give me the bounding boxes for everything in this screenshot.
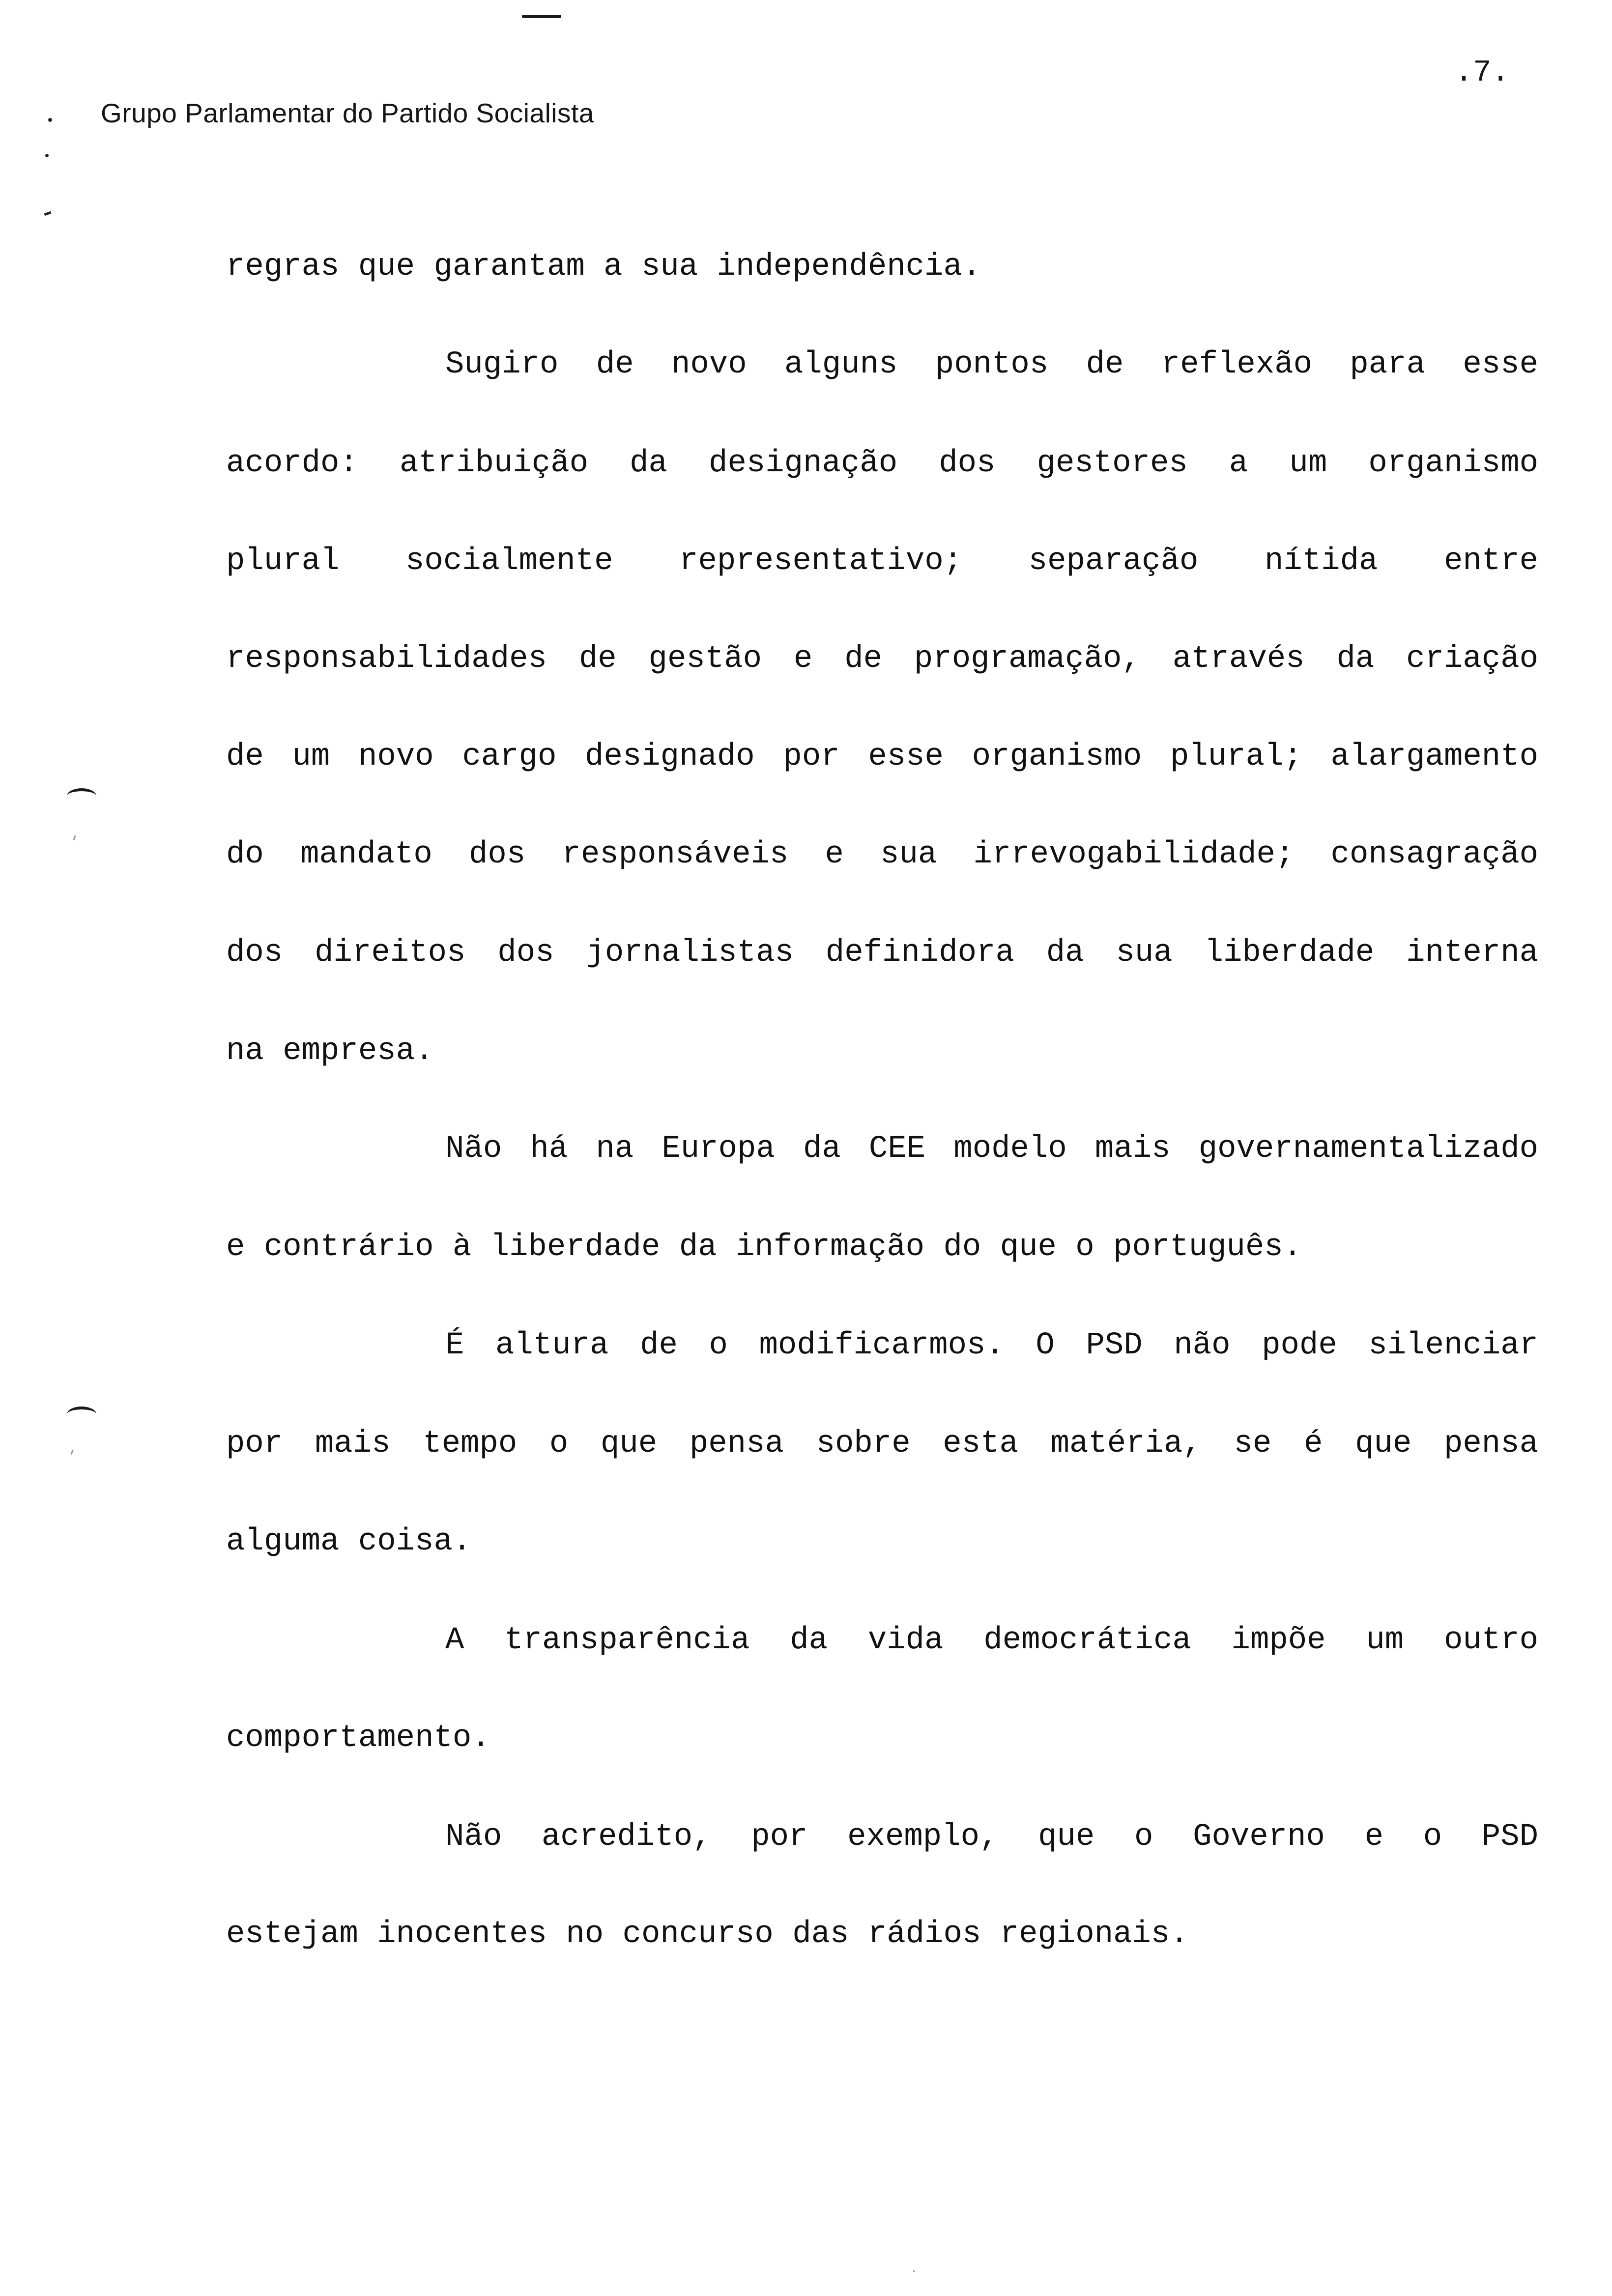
text-line: na empresa.	[226, 1033, 434, 1069]
text-line: de um novo cargo designado por esse organismo plural; alargamento	[226, 739, 1538, 775]
text-line: plural socialmente representativo; separação nítida entre	[226, 544, 1538, 579]
letterhead-organization: Grupo Parlamentar do Partido Socialista	[101, 98, 594, 128]
text-line: comportamento.	[226, 1721, 490, 1756]
text-line: Não acredito, por exemplo, que o Governo e o PSD	[445, 1819, 1538, 1855]
punch-hole-mark	[67, 788, 96, 804]
text-line: regras que garantam a sua independência.	[226, 249, 981, 285]
text-line: Não há na Europa da CEE modelo mais governamentalizado	[445, 1131, 1538, 1167]
text-line: acordo: atribuição da designação dos gestores a um organismo	[226, 446, 1538, 481]
scan-dot	[45, 154, 49, 157]
text-line: É altura de o modificarmos. O PSD não pode silenciar	[445, 1328, 1538, 1363]
page-number: .7.	[1455, 55, 1510, 90]
scan-speck	[913, 2270, 915, 2272]
text-line: estejam inocentes no concurso das rádios regionais.	[226, 1917, 1189, 1952]
text-line: e contrário à liberdade da informação do que o português.	[226, 1230, 1302, 1265]
text-line: do mandato dos responsáveis e sua irrevogabilidade; consagração	[226, 837, 1538, 872]
scan-mark	[522, 15, 561, 18]
text-line: alguma coisa.	[226, 1524, 472, 1559]
text-line: por mais tempo o que pensa sobre esta matéria, se é que pensa	[226, 1426, 1538, 1462]
scan-dash	[44, 211, 52, 216]
scan-speck	[70, 1450, 73, 1455]
scan-dot	[48, 118, 52, 122]
text-line: dos direitos dos jornalistas definidora da sua liberdade interna	[226, 935, 1538, 971]
text-line: responsabilidades de gestão e de programação, através da criação	[226, 641, 1538, 677]
text-line: A transparência da vida democrática impõe um outro	[445, 1623, 1538, 1658]
text-line: Sugiro de novo alguns pontos de reflexão para esse	[445, 347, 1538, 382]
scan-speck	[73, 835, 76, 840]
punch-hole-mark	[67, 1406, 96, 1422]
